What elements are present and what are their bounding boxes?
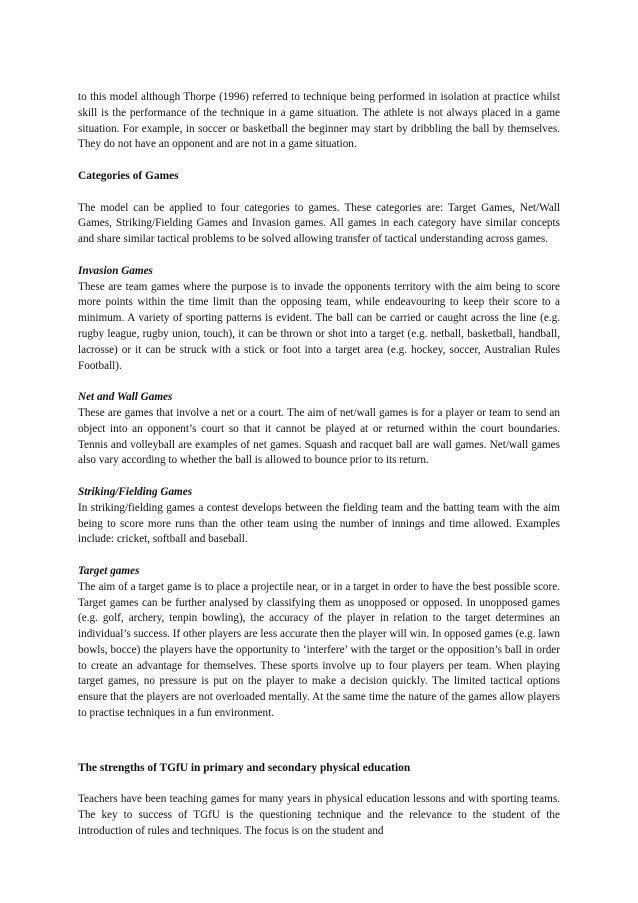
net-wall-games-paragraph: These are games that involve a net or a court. The aim of net/wall games is for a player or team to send an object into an opponent’s court so that it cannot be played at or returned within the court boundaries. Tennis and volleyball are examples of net games. Squash and racquet ball are wall games. Net/wall games also vary according to whether the ball is allowed to bounce prior to its return. bbox=[78, 406, 560, 467]
net-wall-games-subheading: Net and Wall Games bbox=[78, 391, 173, 404]
invasion-games-paragraph: These are team games where the purpose is to invade the opponents territory with the aim being to score more points within the time limit than the opposing team, while endeavouring to keep their score to a minimum. A variety of sporting patterns is evident. The ball can be carried or caught across the line (e.g. rugby league, rugby union, touch), it can be thrown or shot into a target (e.g. netball, basketball, handball, lacrosse) or it can be struck with a stick or foot into a target area (e.g. hockey, soccer, Australian Rules Football). bbox=[78, 280, 560, 372]
strengths-heading: The strengths of TGfU in primary and secondary physical education bbox=[78, 761, 411, 774]
invasion-games-subheading: Invasion Games bbox=[78, 264, 153, 277]
striking-fielding-games-subheading: Striking/Fielding Games bbox=[78, 485, 193, 498]
categories-intro-paragraph: The model can be applied to four categories to games. These categories are: Target Games, Net/Wall Games, Striking/Fielding Games and Invasion games. All games in each category have similar concepts and share similar tactical problems to be solved allowing transfer of tactical understanding across games. bbox=[78, 201, 560, 246]
target-games-subheading: Target games bbox=[78, 564, 140, 577]
striking-fielding-games-paragraph: In striking/fielding games a contest develops between the fielding team and the batting team with the aim being to score more runs than the other team using the number of innings and time allowed. Examples include: cricket, softball and baseball. bbox=[78, 501, 560, 546]
categories-heading: Categories of Games bbox=[78, 169, 179, 182]
document-page bbox=[78, 90, 560, 840]
intro-paragraph: to this model although Thorpe (1996) referred to technique being performed in isolation at practice whilst skill is the performance of the technique in a game situation. The athlete is not always placed in a game situation. For example, in soccer or basketball the beginner may start by dribbling the ball by themselves. They do not have an opponent and are not in a game situation. bbox=[78, 91, 560, 151]
target-games-paragraph: The aim of a target game is to place a projectile near, or in a target in order to have the best possible score. Target games can be further analysed by classifying them as unopposed or opposed. In unopposed games (e.g. golf, archery, tenpin bowling), the accuracy of the player in relation to the target determines an individual’s success. If other players are less accurate then the player will win. In opposed games (e.g. lawn bowls, bocce) the players have the opportunity to ‘interfere’ with the target or the opposition’s ball in order to create an advantage for themselves. These sports involve up to four players per team. When playing target games, no pressure is put on the player to make a decision quickly. The limited tactical options ensure that the players are not overloaded mentally. At the same time the nature of the games allow players to practise techniques in a fun environment. bbox=[78, 580, 560, 720]
strengths-paragraph: Teachers have been teaching games for many years in physical education lessons and with sporting teams. The key to success of TGfU is the questioning technique and the relevance to the student of the introduction of rules and techniques. The focus is on the student and bbox=[78, 793, 560, 837]
